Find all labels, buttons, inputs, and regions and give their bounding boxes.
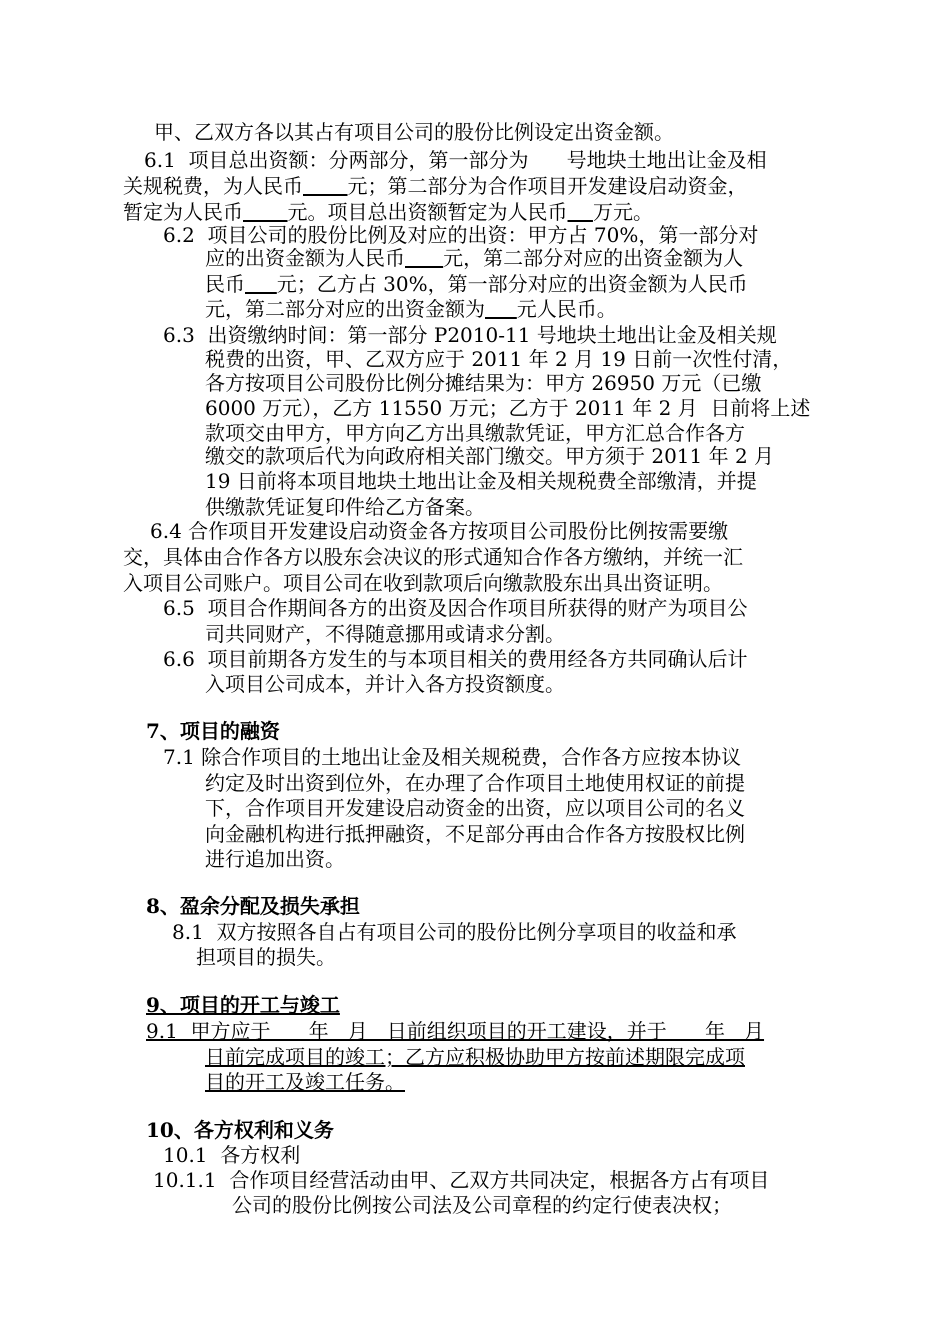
clause-6-2-text: 元；乙方占 30%，第一部分对应的出资金额为人民币 xyxy=(276,272,748,296)
clause-7-1-line-4: 向金融机构进行抵押融资，不足部分再由合作各方按股权比例 xyxy=(205,822,745,846)
clause-6-6-line-2: 入项目公司成本，并计入各方投资额度。 xyxy=(205,672,565,696)
clause-7-1-line-1: 7.1 除合作项目的土地出让金及相关规税费，合作各方应按本协议 xyxy=(163,745,742,769)
clause-6-3-line-6: 缴交的款项后代为向政府相关部门缴交。甲方须于 2011 年 2 月 xyxy=(205,444,775,468)
clause-6-1-text: 暂定为人民币 xyxy=(123,200,243,224)
clause-6-4-line-1: 6.4 合作项目开发建设启动资金各方按项目公司股份比例按需要缴 xyxy=(150,519,729,543)
amount-blank xyxy=(303,174,348,198)
clause-6-2-text: 元，第二部分对应的出资金额为 xyxy=(205,297,485,321)
clause-6-1-text: 关规税费，为人民币 xyxy=(123,174,303,198)
clause-6-2-text: 应的出资金额为人民币 xyxy=(205,246,405,270)
clause-6-4-line-2: 交，具体由合作各方以股东会决议的形式通知合作各方缴纳，并统一汇 xyxy=(123,545,743,569)
amount-blank xyxy=(568,200,593,224)
clause-6-3-line-8: 供缴款凭证复印件给乙方备案。 xyxy=(205,495,485,519)
clause-6-6-line-1: 6.6 项目前期各方发生的与本项目相关的费用经各方共同确认后计 xyxy=(163,647,748,671)
clause-6-1-line-2 xyxy=(123,173,748,199)
section-heading-7: 7、项目的融资 xyxy=(146,719,280,743)
clause-10-1-1-line-1: 10.1.1 合作项目经营活动由甲、乙双方共同决定，根据各方占有项目 xyxy=(153,1168,770,1192)
amount-blank xyxy=(243,200,288,224)
clause-6-4-line-3: 入项目公司账户。项目公司在收到款项后向缴款股东出具出资证明。 xyxy=(123,571,723,595)
clause-6-2-text: 民币 xyxy=(205,272,245,296)
clause-6-3-line-2: 税费的出资，甲、乙双方应于 2011 年 2 月 19 日前一次性付清， xyxy=(205,347,793,371)
clause-8-1-line-2: 担项目的损失。 xyxy=(196,945,336,969)
clause-6-3-line-1: 6.3 出资缴纳时间：第一部分 P2010-11 号地块土地出让金及相关规 xyxy=(163,323,777,347)
clause-6-2-text: 元人民币。 xyxy=(516,297,617,321)
amount-blank xyxy=(485,297,517,321)
clause-6-1-text: 万元。 xyxy=(592,200,653,224)
clause-6-2-line-4 xyxy=(205,296,617,322)
clause-9-1-line-1: 9.1 甲方应于 年 月 日前组织项目的开工建设，并于 年 月 xyxy=(146,1019,765,1043)
clause-6-2-text: 元，第二部分对应的出资金额为人 xyxy=(443,246,744,270)
clause-10-1-heading: 10.1 各方权利 xyxy=(163,1143,301,1167)
amount-blank xyxy=(405,246,443,270)
clause-6-1-line-1: 6.1 项目总出资额：分两部分，第一部分为 号地块土地出让金及相 xyxy=(144,148,767,172)
intro-line: 甲、乙双方各以其占有项目公司的股份比例设定出资金额。 xyxy=(154,120,674,144)
clause-10-1-1-line-2: 公司的股份比例按公司法及公司章程的约定行使表决权； xyxy=(232,1193,732,1217)
clause-9-1-line-2: 日前完成项目的竣工；乙方应积极协助甲方按前述期限完成项 xyxy=(205,1045,745,1069)
clause-9-1-line-3: 目的开工及竣工任务。 xyxy=(205,1070,405,1094)
clause-6-2-line-1: 6.2 项目公司的股份比例及对应的出资：甲方占 70%，第一部分对 xyxy=(163,223,759,247)
clause-7-1-line-2: 约定及时出资到位外，在办理了合作项目土地使用权证的前提 xyxy=(205,771,745,795)
section-heading-8: 8、盈余分配及损失承担 xyxy=(146,894,360,918)
section-heading-10: 10、各方权利和义务 xyxy=(146,1118,334,1142)
clause-6-2-line-3 xyxy=(205,271,748,297)
amount-blank xyxy=(245,272,277,296)
clause-6-3-line-7: 19 日前将本项目地块土地出让金及相关规税费全部缴清，并提 xyxy=(205,469,757,493)
clause-6-3-line-3: 各方按项目公司股份比例分摊结果为：甲方 26950 万元（已缴 xyxy=(205,371,762,395)
clause-7-1-line-5: 进行追加出资。 xyxy=(205,847,345,871)
clause-6-3-line-5: 款项交由甲方，甲方向乙方出具缴款凭证，甲方汇总合作各方 xyxy=(205,421,745,445)
clause-6-5-line-1: 6.5 项目合作期间各方的出资及因合作项目所获得的财产为项目公 xyxy=(163,596,748,620)
clause-6-3-line-4: 6000 万元），乙方 11550 万元；乙方于 2011 年 2 月 日前将上述 xyxy=(205,396,811,420)
clause-7-1-line-3: 下，合作项目开发建设启动资金的出资，应以项目公司的名义 xyxy=(205,796,745,820)
section-heading-9: 9、项目的开工与竣工 xyxy=(146,993,340,1017)
clause-8-1-line-1: 8.1 双方按照各自占有项目公司的股份比例分享项目的收益和承 xyxy=(172,920,737,944)
clause-6-1-text: 元。项目总出资额暂定为人民币 xyxy=(287,200,568,224)
clause-6-1-text: 元；第二部分为合作项目开发建设启动资金， xyxy=(347,174,748,198)
clause-6-5-line-2: 司共同财产，不得随意挪用或请求分割。 xyxy=(205,622,565,646)
clause-6-2-line-2 xyxy=(205,245,743,271)
